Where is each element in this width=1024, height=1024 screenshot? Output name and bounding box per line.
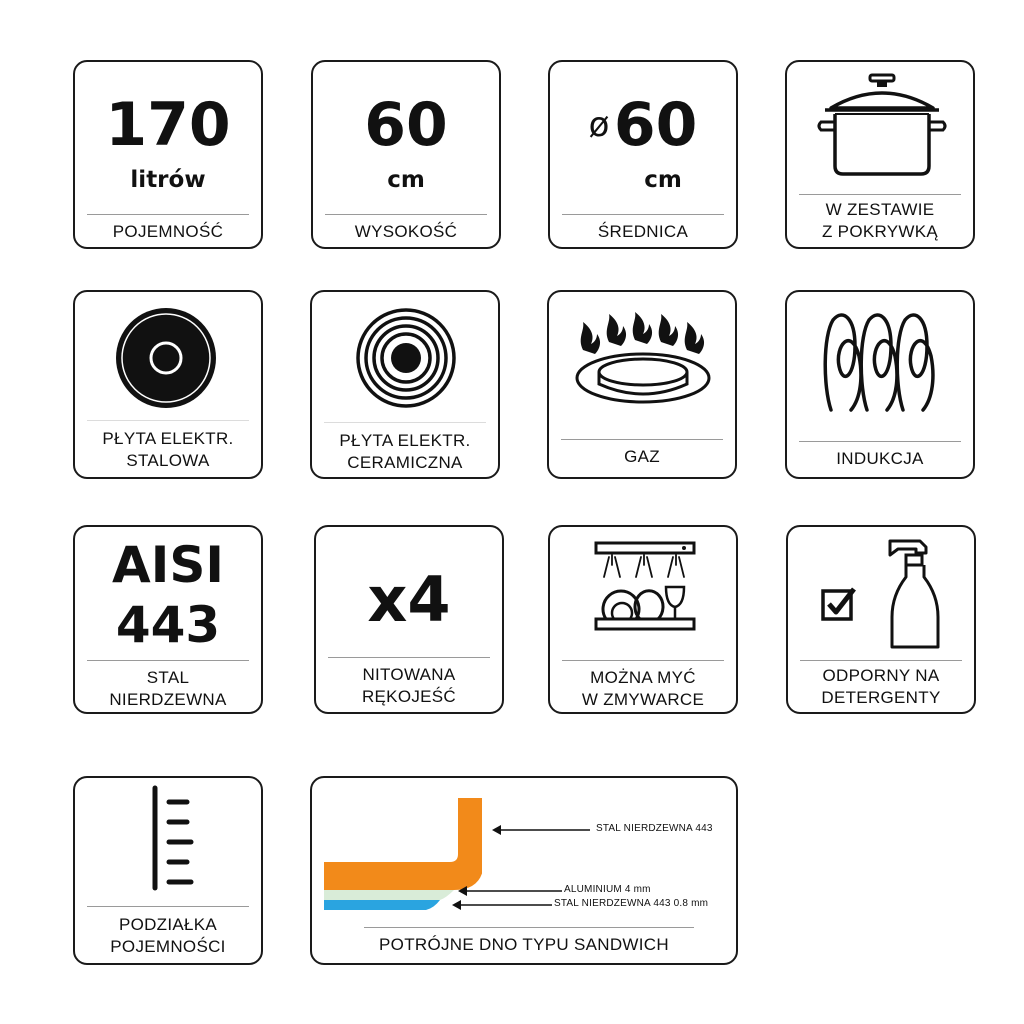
rivets-value: x4	[367, 563, 451, 636]
arrow-bottom-icon	[452, 899, 552, 911]
divider	[328, 657, 490, 658]
diameter-value: 60	[613, 90, 698, 160]
capacity-tile	[73, 60, 263, 249]
layer-middle-label: ALUMINIUM 4 mm	[564, 884, 651, 895]
spray-bottle-icon	[886, 535, 948, 653]
steel-plate-label-line2: STALOWA	[126, 451, 210, 470]
diameter-value-row	[550, 90, 736, 160]
checkbox-icon	[820, 585, 858, 623]
divider	[87, 214, 249, 215]
dishwasher-label-line2: W ZMYWARCE	[581, 690, 705, 709]
arrow-top-icon	[492, 824, 592, 836]
steel-grade-label-line2: NIERDZEWNA	[109, 690, 227, 709]
sandwich-label: POTRÓJNE DNO TYPU SANDWICH	[379, 935, 669, 954]
divider	[87, 660, 249, 661]
steel-hotplate-icon	[114, 306, 218, 410]
detergent-label-line1: ODPORNY NA	[822, 666, 940, 685]
steel-plate-tile	[73, 290, 263, 479]
height-value: 60	[364, 90, 448, 160]
divider	[561, 439, 723, 440]
steel-grade-tile	[73, 525, 263, 714]
detergent-label-line2: DETERGENTY	[821, 688, 941, 707]
arrow-middle-icon	[458, 885, 562, 897]
gas-tile	[547, 290, 737, 479]
divider	[800, 660, 962, 661]
scale-label-line1: PODZIAŁKA	[118, 915, 218, 934]
diameter-tile	[548, 60, 738, 249]
ceramic-plate-tile	[310, 290, 500, 479]
capacity-unit: litrów	[130, 167, 206, 193]
layer-bottom-label: STAL NIERDZEWNA 443 0.8 mm	[554, 898, 709, 909]
dishwasher-icon	[592, 539, 698, 639]
steel-grade-line2: 443	[115, 596, 221, 654]
ceramic-hotplate-icon	[354, 306, 458, 410]
scale-tile	[73, 776, 263, 965]
divider	[799, 441, 961, 442]
detergent-tile	[786, 525, 976, 714]
lid-tile	[785, 60, 975, 249]
dishwasher-tile	[548, 525, 738, 714]
divider	[325, 214, 487, 215]
pot-with-lid-icon	[815, 70, 949, 180]
steel-grade-label-line1: STAL	[146, 668, 190, 687]
measuring-scale-icon	[147, 784, 197, 892]
divider	[799, 194, 961, 195]
gas-burner-icon	[573, 312, 713, 416]
steel-grade-line1: AISI	[112, 536, 224, 594]
ceramic-plate-label-line1: PŁYTA ELEKTR.	[339, 431, 471, 450]
induction-label: INDUKCJA	[836, 449, 924, 468]
divider	[562, 214, 724, 215]
rivets-label-line1: NITOWANA	[362, 665, 456, 684]
steel-plate-label-line1: PŁYTA ELEKTR.	[102, 429, 234, 448]
diameter-symbol: ø	[588, 105, 610, 145]
layer-top-label: STAL NIERDZEWNA 443	[596, 823, 713, 834]
sandwich-tile	[310, 776, 738, 965]
diameter-label: ŚREDNICA	[597, 222, 689, 241]
divider	[364, 927, 694, 928]
height-tile	[311, 60, 501, 249]
height-label: WYSOKOŚĆ	[354, 222, 458, 241]
rivets-tile	[314, 525, 504, 714]
ceramic-plate-label-line2: CERAMICZNA	[347, 453, 463, 472]
rivets-label-line2: RĘKOJEŚĆ	[361, 687, 457, 706]
divider	[562, 660, 724, 661]
divider	[324, 422, 486, 423]
induction-coil-icon	[821, 306, 945, 416]
dishwasher-label-line1: MOŻNA MYĆ	[590, 668, 696, 687]
height-unit: cm	[387, 167, 425, 193]
scale-label-line2: POJEMNOŚCI	[110, 937, 226, 956]
diameter-unit: cm	[644, 167, 682, 193]
capacity-label: POJEMNOŚĆ	[112, 222, 224, 241]
gas-label: GAZ	[624, 447, 660, 466]
capacity-value: 170	[105, 90, 231, 160]
lid-label-line1: W ZESTAWIE	[825, 200, 935, 219]
induction-tile	[785, 290, 975, 479]
lid-label-line2: Z POKRYWKĄ	[821, 222, 939, 241]
divider	[87, 420, 249, 421]
divider	[87, 906, 249, 907]
